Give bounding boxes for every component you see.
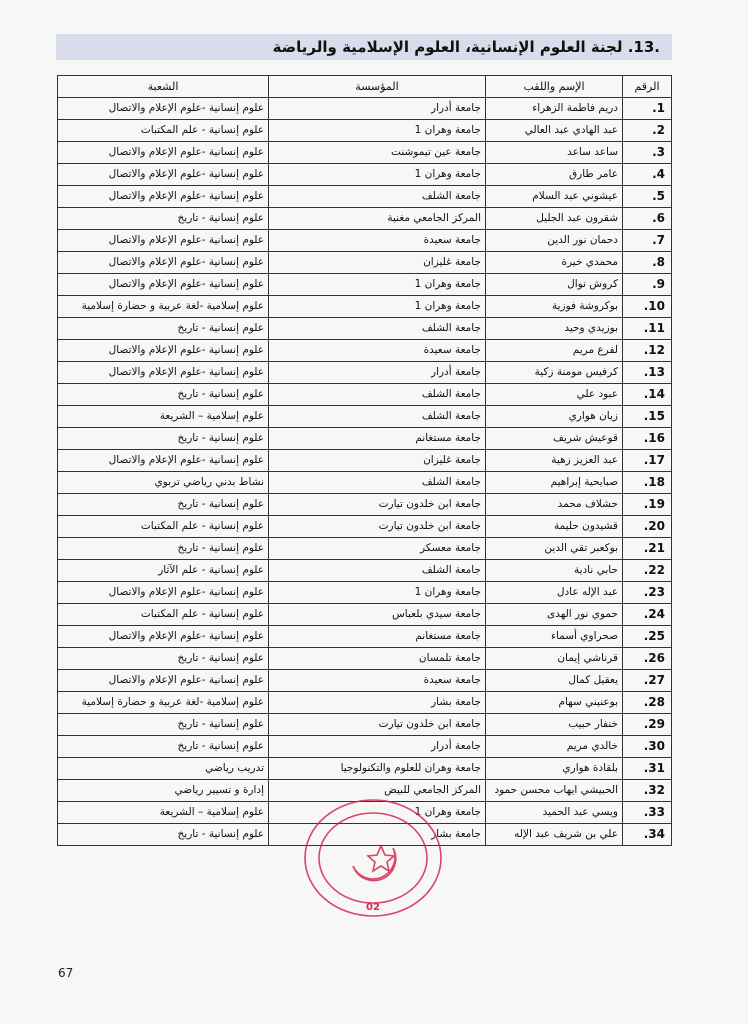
cell-number: 7.	[623, 230, 672, 252]
cell-institution: جامعة الشلف	[269, 384, 486, 406]
cell-name: عبد العزيز زهية	[486, 450, 623, 472]
cell-name: صحراوي أسماء	[486, 626, 623, 648]
header-institution: المؤسسة	[269, 76, 486, 98]
section-title: .13. لجنة العلوم الإنسانية، العلوم الإسلامية والرياضة	[272, 38, 660, 56]
header-branch: الشعبة	[58, 76, 269, 98]
table-row	[58, 758, 672, 780]
cell-branch: علوم إنسانية - علم الآثار	[58, 560, 269, 582]
cell-branch: علوم إنسانية - تاريخ	[58, 736, 269, 758]
cell-institution: جامعة وهران 1	[269, 274, 486, 296]
cell-institution: جامعة سعيدة	[269, 340, 486, 362]
table-row	[58, 230, 672, 252]
cell-name: عبد الهادي عبد العالي	[486, 120, 623, 142]
cell-name: بوكعبر تقي الدين	[486, 538, 623, 560]
cell-number: 13.	[623, 362, 672, 384]
cell-institution: جامعة تلمسان	[269, 648, 486, 670]
cell-name: حموي نور الهدى	[486, 604, 623, 626]
cell-institution: جامعة سيدي بلعباس	[269, 604, 486, 626]
cell-number: 2.	[623, 120, 672, 142]
cell-name: بلقادة هواري	[486, 758, 623, 780]
cell-number: 20.	[623, 516, 672, 538]
table-row	[58, 428, 672, 450]
table-row	[58, 406, 672, 428]
cell-number: 24.	[623, 604, 672, 626]
cell-branch: علوم إنسانية - علم المكتبات	[58, 516, 269, 538]
cell-number: 14.	[623, 384, 672, 406]
table-row	[58, 274, 672, 296]
cell-institution: جامعة وهران 1	[269, 802, 486, 824]
cell-branch: تدريب رياضي	[58, 758, 269, 780]
cell-institution: جامعة وهران 1	[269, 582, 486, 604]
table-row	[58, 670, 672, 692]
cell-institution: جامعة ابن خلدون تيارت	[269, 494, 486, 516]
cell-name: عبد الإله عادل	[486, 582, 623, 604]
cell-number: 34.	[623, 824, 672, 846]
cell-branch: علوم إنسانية - تاريخ	[58, 318, 269, 340]
cell-institution: المركز الجامعي للبيض	[269, 780, 486, 802]
cell-number: 33.	[623, 802, 672, 824]
table-row	[58, 120, 672, 142]
cell-name: عبود علي	[486, 384, 623, 406]
table-row	[58, 582, 672, 604]
cell-institution: جامعة بشار	[269, 692, 486, 714]
cell-institution: المركز الجامعي مغنية	[269, 208, 486, 230]
cell-branch: علوم إنسانية -علوم الإعلام والاتصال	[58, 164, 269, 186]
cell-name: حابي نادية	[486, 560, 623, 582]
table-row	[58, 494, 672, 516]
cell-number: 25.	[623, 626, 672, 648]
table-row	[58, 362, 672, 384]
table-row	[58, 296, 672, 318]
cell-name: بوكروشة فوزية	[486, 296, 623, 318]
table-row	[58, 340, 672, 362]
cell-name: محمدي خيرة	[486, 252, 623, 274]
cell-branch: علوم إسلامية -لغة عربية و حضارة إسلامية	[58, 296, 269, 318]
cell-institution: جامعة غليزان	[269, 450, 486, 472]
cell-number: 10.	[623, 296, 672, 318]
stamp-number: 02	[366, 902, 380, 913]
cell-name: لفرع مريم	[486, 340, 623, 362]
table-row	[58, 648, 672, 670]
table-row	[58, 736, 672, 758]
cell-number: 32.	[623, 780, 672, 802]
cell-number: 31.	[623, 758, 672, 780]
table-row	[58, 472, 672, 494]
table-row	[58, 560, 672, 582]
cell-number: 15.	[623, 406, 672, 428]
cell-number: 11.	[623, 318, 672, 340]
table-row	[58, 384, 672, 406]
cell-name: علي بن شريف عبد الإله	[486, 824, 623, 846]
table-row	[58, 604, 672, 626]
cell-number: 21.	[623, 538, 672, 560]
header-number: الرقم	[623, 76, 672, 98]
cell-institution: جامعة مستغانم	[269, 428, 486, 450]
cell-name: عيشوني عبد السلام	[486, 186, 623, 208]
cell-number: 1.	[623, 98, 672, 120]
cell-branch: علوم إنسانية - علم المكتبات	[58, 604, 269, 626]
cell-number: 18.	[623, 472, 672, 494]
cell-institution: جامعة مستغانم	[269, 626, 486, 648]
cell-name: يعقيل كمال	[486, 670, 623, 692]
cell-branch: علوم إنسانية - علم المكتبات	[58, 120, 269, 142]
cell-branch: علوم إنسانية -علوم الإعلام والاتصال	[58, 450, 269, 472]
cell-institution: جامعة سعيدة	[269, 670, 486, 692]
table-row	[58, 516, 672, 538]
cell-number: 17.	[623, 450, 672, 472]
cell-name: ساعد ساعد	[486, 142, 623, 164]
cell-name: صبايحية إبراهيم	[486, 472, 623, 494]
cell-institution: جامعة وهران 1	[269, 120, 486, 142]
cell-number: 16.	[623, 428, 672, 450]
cell-institution: جامعة أدرار	[269, 362, 486, 384]
cell-number: 12.	[623, 340, 672, 362]
table-row	[58, 318, 672, 340]
table-row	[58, 626, 672, 648]
table-header-row	[58, 76, 672, 98]
cell-branch: علوم إسلامية – الشريعة	[58, 406, 269, 428]
cell-name: دريم فاطمة الزهراء	[486, 98, 623, 120]
cell-number: 4.	[623, 164, 672, 186]
table-row	[58, 208, 672, 230]
cell-branch: علوم إنسانية -علوم الإعلام والاتصال	[58, 98, 269, 120]
cell-branch: علوم إنسانية - تاريخ	[58, 648, 269, 670]
cell-number: 5.	[623, 186, 672, 208]
cell-institution: جامعة الشلف	[269, 186, 486, 208]
cell-name: عامر طارق	[486, 164, 623, 186]
cell-number: 8.	[623, 252, 672, 274]
table-row	[58, 538, 672, 560]
cell-branch: علوم إنسانية -علوم الإعلام والاتصال	[58, 340, 269, 362]
cell-branch: علوم إنسانية -علوم الإعلام والاتصال	[58, 582, 269, 604]
cell-institution: جامعة الشلف	[269, 406, 486, 428]
cell-institution: جامعة سعيدة	[269, 230, 486, 252]
cell-branch: علوم إنسانية -علوم الإعلام والاتصال	[58, 252, 269, 274]
cell-number: 26.	[623, 648, 672, 670]
cell-name: دحمان نور الدين	[486, 230, 623, 252]
cell-institution: جامعة الشلف	[269, 472, 486, 494]
cell-institution: جامعة أدرار	[269, 98, 486, 120]
cell-branch: علوم إنسانية - تاريخ	[58, 538, 269, 560]
cell-branch: علوم إنسانية -علوم الإعلام والاتصال	[58, 230, 269, 252]
table-row	[58, 142, 672, 164]
star-icon	[368, 846, 394, 871]
cell-name: كروش نوال	[486, 274, 623, 296]
cell-institution: جامعة معسكر	[269, 538, 486, 560]
cell-branch: علوم إسلامية -لغة عربية و حضارة إسلامية	[58, 692, 269, 714]
cell-institution: جامعة ابن خلدون تيارت	[269, 516, 486, 538]
table-row	[58, 714, 672, 736]
cell-branch: علوم إنسانية - تاريخ	[58, 208, 269, 230]
cell-number: 9.	[623, 274, 672, 296]
cell-name: بوزيدي وحيد	[486, 318, 623, 340]
cell-institution: جامعة الشلف	[269, 560, 486, 582]
cell-institution: جامعة الشلف	[269, 318, 486, 340]
cell-number: 28.	[623, 692, 672, 714]
cell-branch: علوم إسلامية – الشريعة	[58, 802, 269, 824]
cell-number: 29.	[623, 714, 672, 736]
cell-branch: علوم إنسانية -علوم الإعلام والاتصال	[58, 626, 269, 648]
cell-institution: جامعة عين تيموشنت	[269, 142, 486, 164]
cell-institution: جامعة وهران 1	[269, 296, 486, 318]
official-stamp	[301, 796, 445, 920]
table-row	[58, 450, 672, 472]
cell-name: زيان هواري	[486, 406, 623, 428]
cell-branch: علوم إنسانية - تاريخ	[58, 494, 269, 516]
members-table	[57, 75, 672, 846]
cell-number: 6.	[623, 208, 672, 230]
cell-number: 30.	[623, 736, 672, 758]
cell-name: كرفيس مومنة زكية	[486, 362, 623, 384]
cell-number: 23.	[623, 582, 672, 604]
table-row	[58, 692, 672, 714]
cell-branch: علوم إنسانية - تاريخ	[58, 714, 269, 736]
cell-institution: جامعة وهران 1	[269, 164, 486, 186]
table-row	[58, 164, 672, 186]
cell-branch: علوم إنسانية - تاريخ	[58, 384, 269, 406]
cell-name: قرناشي إيمان	[486, 648, 623, 670]
cell-name: خالدي مريم	[486, 736, 623, 758]
header-name: الإسم واللقب	[486, 76, 623, 98]
cell-branch: علوم إنسانية -علوم الإعلام والاتصال	[58, 362, 269, 384]
cell-institution: جامعة غليزان	[269, 252, 486, 274]
cell-institution: جامعة ابن خلدون تيارت	[269, 714, 486, 736]
cell-institution: جامعة وهران للعلوم والتكنولوجيا	[269, 758, 486, 780]
cell-name: قشيدون حليمة	[486, 516, 623, 538]
cell-branch: علوم إنسانية - تاريخ	[58, 824, 269, 846]
cell-branch: علوم إنسانية -علوم الإعلام والاتصال	[58, 142, 269, 164]
cell-number: 27.	[623, 670, 672, 692]
cell-branch: نشاط بدني رياضي تربوي	[58, 472, 269, 494]
cell-name: حشلاف محمد	[486, 494, 623, 516]
cell-number: 3.	[623, 142, 672, 164]
cell-name: ويسي عبد الحميد	[486, 802, 623, 824]
cell-name: شقرون عبد الجليل	[486, 208, 623, 230]
table-row	[58, 252, 672, 274]
cell-number: 19.	[623, 494, 672, 516]
cell-name: خنفار حبيب	[486, 714, 623, 736]
cell-name: بوعنيني سهام	[486, 692, 623, 714]
cell-branch: إدارة و تسيير رياضي	[58, 780, 269, 802]
stamp-outer-ring	[305, 800, 441, 916]
cell-name: الحبيشي ايهاب محسن حمود	[486, 780, 623, 802]
cell-branch: علوم إنسانية -علوم الإعلام والاتصال	[58, 186, 269, 208]
cell-branch: علوم إنسانية -علوم الإعلام والاتصال	[58, 670, 269, 692]
cell-branch: علوم إنسانية - تاريخ	[58, 428, 269, 450]
stamp-inner-ring	[319, 813, 427, 903]
table-row	[58, 98, 672, 120]
cell-branch: علوم إنسانية -علوم الإعلام والاتصال	[58, 274, 269, 296]
cell-number: 22.	[623, 560, 672, 582]
cell-name: قوعيش شريف	[486, 428, 623, 450]
cell-institution: جامعة بشار	[269, 824, 486, 846]
page-number: 67	[58, 966, 74, 980]
table-row	[58, 186, 672, 208]
cell-institution: جامعة أدرار	[269, 736, 486, 758]
